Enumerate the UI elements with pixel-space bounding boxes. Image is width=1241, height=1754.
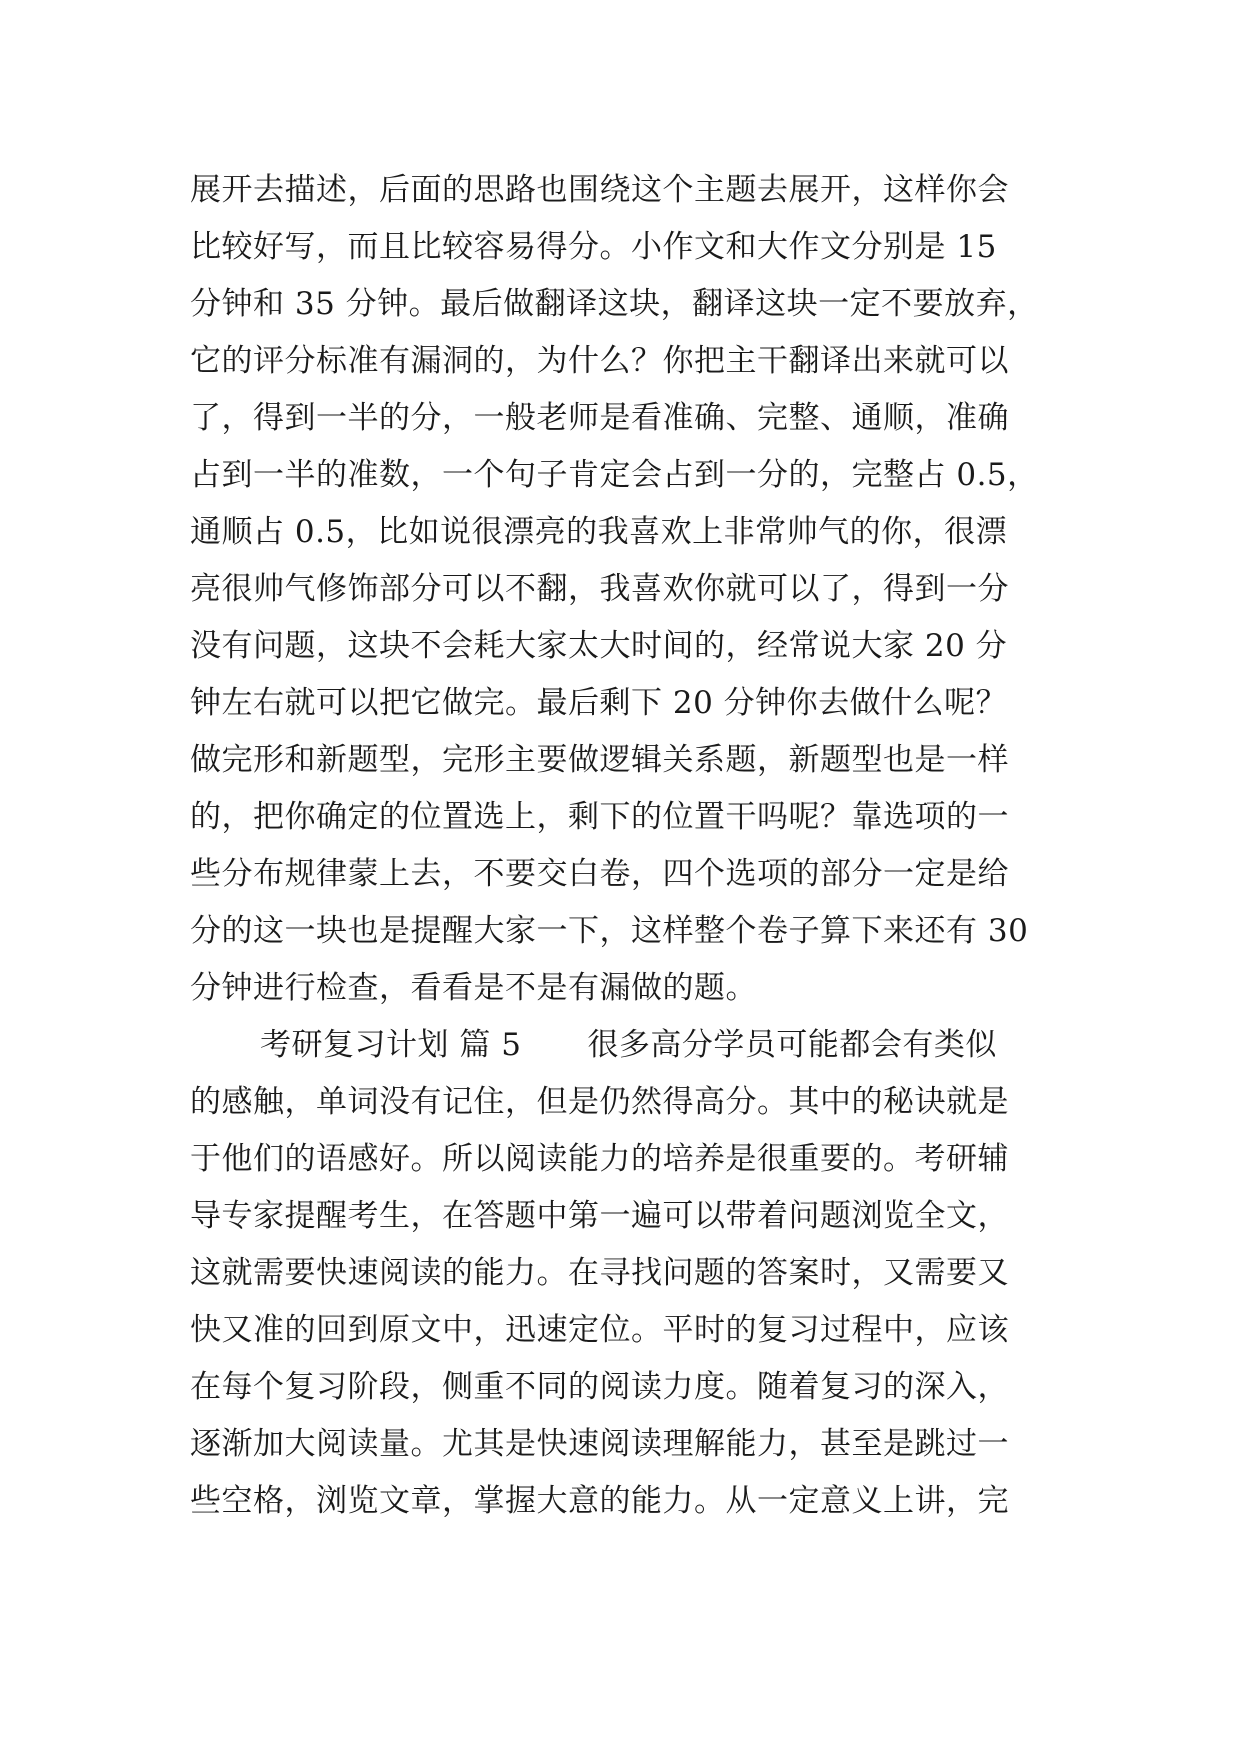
text-line: 在每个复习阶段，侧重不同的阅读力度。随着复习的深入，	[190, 1369, 1009, 1405]
text-line: 逐渐加大阅读量。尤其是快速阅读理解能力，甚至是跳过一	[190, 1426, 1009, 1462]
text-line: 做完形和新题型，完形主要做逻辑关系题，新题型也是一样	[190, 742, 1009, 778]
text-line: 些空格，浏览文章，掌握大意的能力。从一定意义上讲，完	[190, 1483, 1009, 1519]
text-line: 的，把你确定的位置选上，剩下的位置干吗呢？靠选项的一	[190, 799, 1009, 835]
text-line: 了，得到一半的分，一般老师是看准确、完整、通顺，准确	[190, 400, 1009, 436]
text-line: 分的这一块也是提醒大家一下，这样整个卷子算下来还有 30	[190, 913, 1029, 949]
text-line: 快又准的回到原文中，迅速定位。平时的复习过程中，应该	[190, 1312, 1009, 1348]
text-line: 亮很帅气修饰部分可以不翻，我喜欢你就可以了，得到一分	[190, 571, 1009, 607]
text-line: 占到一半的准数，一个句子肯定会占到一分的，完整占 0.5，	[190, 457, 1039, 493]
section-heading-line	[190, 1017, 1070, 1074]
text-line: 分钟和 35 分钟。最后做翻译这块，翻译这块一定不要放弃，	[190, 286, 1039, 322]
section-heading: 考研复习计划 篇 5	[260, 1027, 522, 1063]
text-line: 的感触，单词没有记住，但是仍然得高分。其中的秘诀就是	[190, 1084, 1009, 1120]
text-line: 些分布规律蒙上去，不要交白卷，四个选项的部分一定是给	[190, 856, 1009, 892]
text-line: 于他们的语感好。所以阅读能力的培养是很重要的。考研辅	[190, 1141, 1009, 1177]
body-text	[190, 162, 1070, 1530]
text-line: 它的评分标准有漏洞的，为什么？你把主干翻译出来就可以	[190, 343, 1009, 379]
text-line: 分钟进行检查，看看是不是有漏做的题。	[190, 970, 757, 1006]
text-line: 展开去描述，后面的思路也围绕这个主题去展开，这样你会	[190, 172, 1009, 208]
text-line: 导专家提醒考生，在答题中第一遍可以带着问题浏览全文，	[190, 1198, 1009, 1234]
text-line: 没有问题，这块不会耗大家太大时间的，经常说大家 20 分	[190, 628, 1008, 664]
paragraph-first-line: 很多高分学员可能都会有类似	[587, 1027, 997, 1063]
text-line: 通顺占 0.5，比如说很漂亮的我喜欢上非常帅气的你，很漂	[190, 514, 1008, 550]
text-line: 比较好写，而且比较容易得分。小作文和大作文分别是 15	[190, 229, 997, 265]
text-line: 这就需要快速阅读的能力。在寻找问题的答案时，又需要又	[190, 1255, 1009, 1291]
text-line: 钟左右就可以把它做完。最后剩下 20 分钟你去做什么呢？	[190, 685, 1008, 721]
